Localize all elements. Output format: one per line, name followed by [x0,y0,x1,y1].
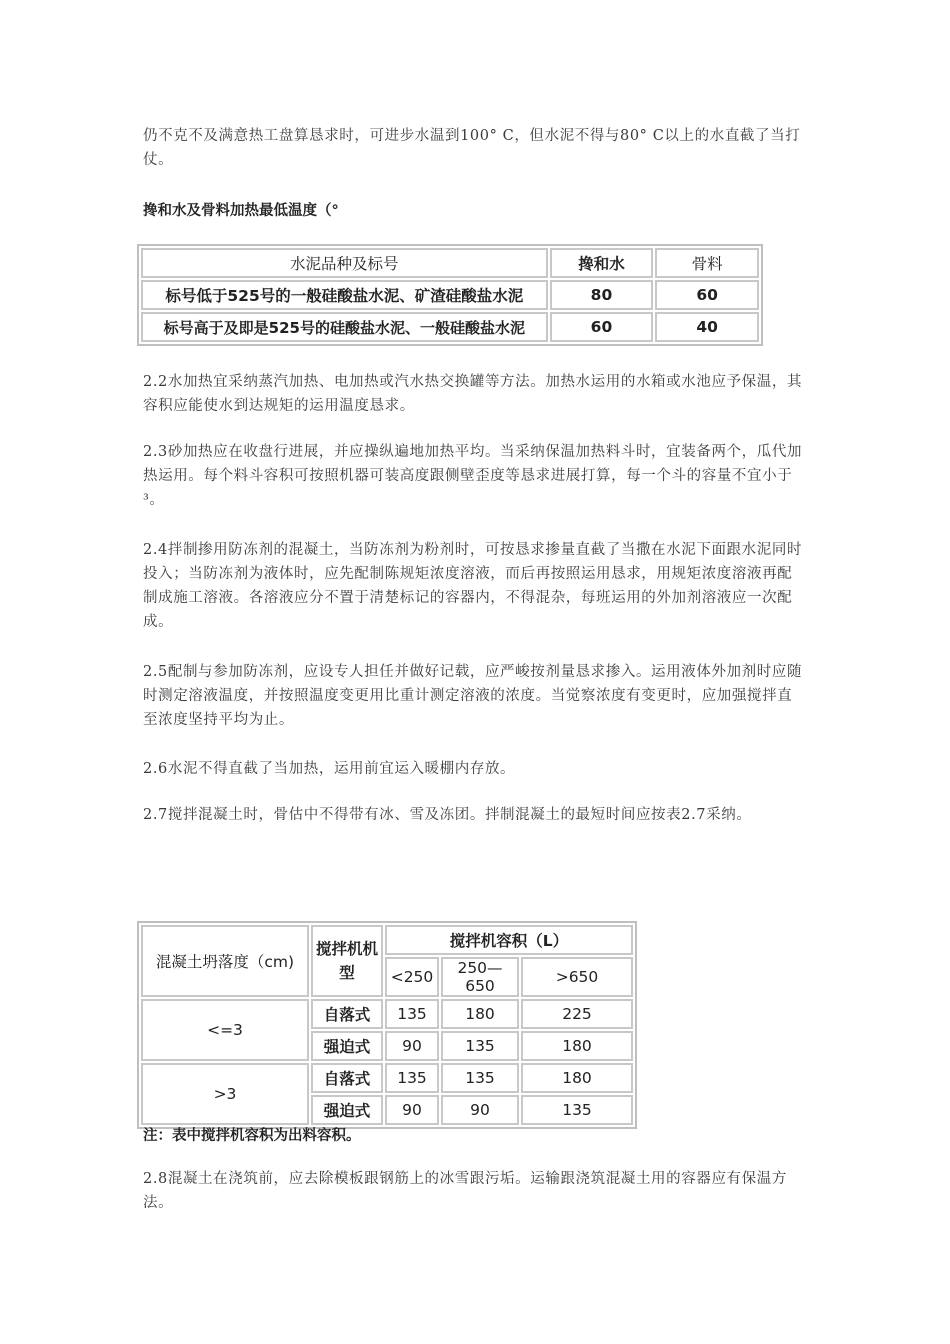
table1-title: 搀和水及骨料加热最低温度（° [143,203,339,219]
cell-mixer-type: 强迫式 [311,1095,383,1125]
table-row [141,312,759,342]
paragraph-2-4: 2.4拌制掺用防冻剂的混凝土，当防冻剂为粉剂时，可按恳求掺量直截了当撒在水泥下面跟水泥同时投入；当防冻剂为液体时，应先配制陈规矩浓度溶液，而后再按照运用恳求，用规矩浓度溶液再配制成施工溶液。各溶液应分不置于清楚标记的容器内，不得混杂，每班运用的外加剂溶液应一次配成。 [143,542,803,630]
cell-time: 180 [521,1063,633,1093]
paragraph-2-6: 2.6水泥不得直截了当加热，运用前宜运入暖棚内存放。 [143,761,516,777]
header-volume-col: 250—650 [441,957,519,997]
header-slump: 混凝土坍落度（cm) [141,925,309,997]
table-row [141,999,633,1029]
cell-time: 135 [521,1095,633,1125]
header-volume-col: >650 [521,957,633,997]
paragraph-2-8: 2.8混凝土在浇筑前，应去除模板跟钢筋上的冰雪跟污垢。运输跟浇筑混凝土用的容器应有保温方法。 [143,1171,787,1211]
header-volume-col: <250 [385,957,439,997]
cell-mixing-water: 60 [550,312,654,342]
paragraph-2-3: 2.3砂加热应在收盘行进展，并应操纵遍地加热平均。当采纳保温加热料斗时，宜装备两个，瓜代加热运用。每个料斗容积可按照机器可装高度跟侧壁歪度等恳求进展打算，每一个斗的容量不宜小于³。 [143,444,803,508]
cell-time: 90 [385,1095,439,1125]
cell-aggregate: 60 [655,280,759,310]
cell-time: 90 [441,1095,519,1125]
cell-time: 180 [441,999,519,1029]
cell-time: 225 [521,999,633,1029]
table-row [141,1063,633,1093]
paragraph-2-2: 2.2水加热宜采纳蒸汽加热、电加热或汽水热交换罐等方法。加热水运用的水箱或水池应予保温，其容积应能使水到达规矩的运用温度恳求。 [143,374,803,414]
cell-cement-type: 标号高于及即是525号的硅酸盐水泥、一般硅酸盐水泥 [141,312,548,342]
heating-temperature-table [137,244,763,346]
paragraph-2-7: 2.7搅拌混凝土时，骨估中不得带有冰、雪及冻团。拌制混凝土的最短时间应按表2.7采纳。 [143,807,752,823]
cell-mixer-type: 强迫式 [311,1031,383,1061]
header-mixer-volume: 搅拌机容积（L） [385,925,633,955]
table-header-row [141,925,633,955]
header-mixing-water: 搀和水 [550,248,654,278]
cell-time: 135 [441,1031,519,1061]
cell-slump: >3 [141,1063,309,1125]
header-mixer-type: 搅拌机机型 [311,925,383,997]
cell-time: 135 [441,1063,519,1093]
cell-slump: <=3 [141,999,309,1061]
paragraph-2-5: 2.5配制与参加防冻剂，应设专人担任并做好记载，应严峻按剂量恳求掺入。运用液体外加剂时应随时测定溶液温度，并按照温度变更用比重计测定溶液的浓度。当觉察浓度有变更时，应加强搅拌直至浓度坚持平均为止。 [143,664,803,728]
cell-time: 180 [521,1031,633,1061]
header-cement-type: 水泥品种及标号 [141,248,548,278]
cell-time: 90 [385,1031,439,1061]
table-note: 注：表中搅拌机容积为出料容积。 [143,1128,361,1144]
cell-cement-type: 标号低于525号的一般硅酸盐水泥、矿渣硅酸盐水泥 [141,280,548,310]
table-header-row [141,248,759,278]
table-row [141,280,759,310]
cell-mixing-water: 80 [550,280,654,310]
cell-aggregate: 40 [655,312,759,342]
header-aggregate: 骨料 [655,248,759,278]
cell-time: 135 [385,999,439,1029]
cell-mixer-type: 自落式 [311,999,383,1029]
cell-time: 135 [385,1063,439,1093]
mixing-time-table [137,921,637,1129]
cell-mixer-type: 自落式 [311,1063,383,1093]
paragraph-intro: 仍不克不及满意热工盘算恳求时，可进步水温到100° C，但水泥不得与80° C以上的水直截了当打仗。 [143,128,801,168]
